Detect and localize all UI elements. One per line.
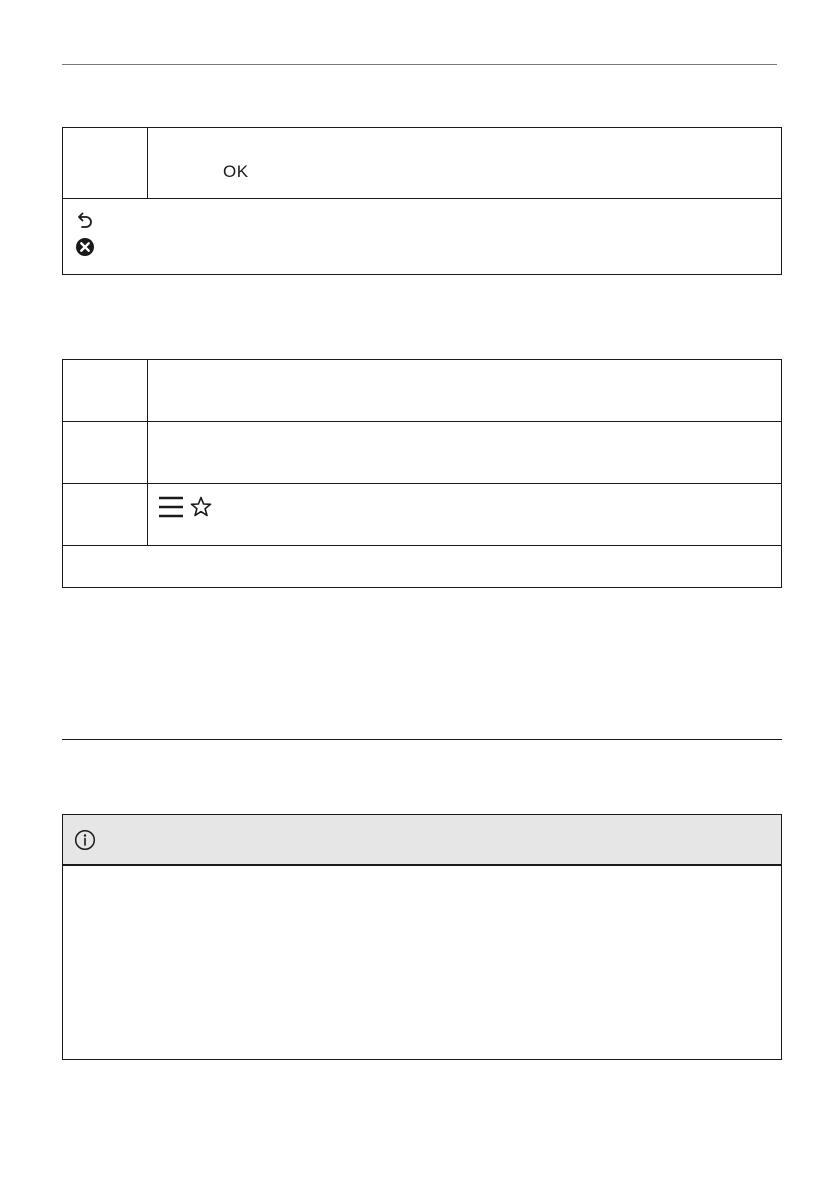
table-row-1-content-cell [148,128,782,199]
table-row-1-content-cell [148,360,782,422]
info-notice-header [63,815,781,866]
table-row-1-label-cell [63,128,148,199]
info-icon [74,829,96,851]
menu-icon [158,496,184,518]
cancel-circle-icon [75,237,95,257]
table-row-3-content-cell [148,484,782,546]
table-row-1-label-cell [63,360,148,422]
undo-arrow-icon [75,211,93,231]
table-row-2-label-cell [63,422,148,484]
ok-button-symbol: OK [223,162,249,181]
table-row-3-label-cell [63,484,148,546]
info-notice-box [62,814,782,1060]
section-rule [62,739,782,740]
top-rule [62,64,777,65]
table-row-2-cell [63,199,782,275]
table-controls [62,127,782,275]
table-row-4-cell [63,546,782,588]
table-row-2-content-cell [148,422,782,484]
star-icon [190,496,212,518]
table-menu [62,359,782,588]
